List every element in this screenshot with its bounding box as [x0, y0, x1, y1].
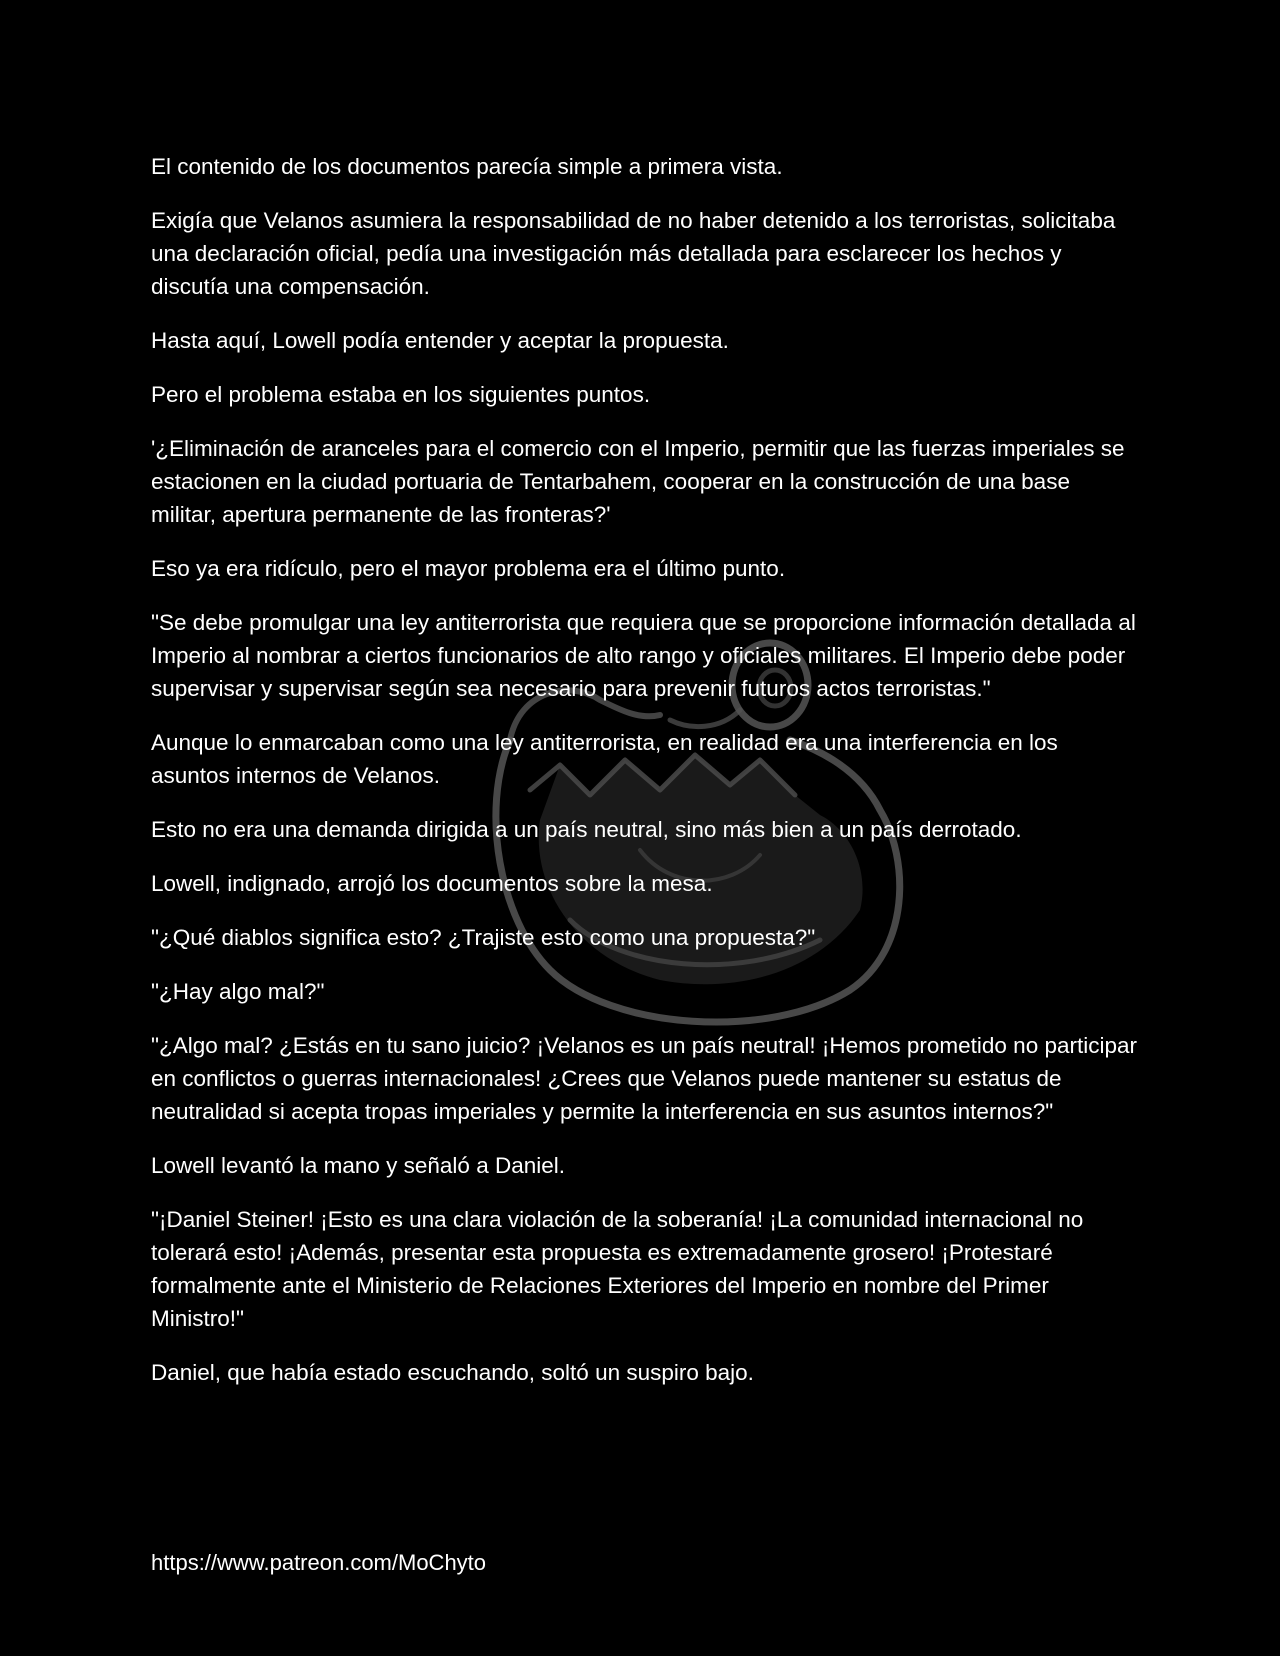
paragraph: '¿Eliminación de aranceles para el comercio con el Imperio, permitir que las fuerzas imperiales se estacionen en la ciudad portuaria de Tentarbahem, cooperar en la construcción de una base militar, apertura permanente de las fronteras?' — [151, 436, 1125, 527]
paragraph: Hasta aquí, Lowell podía entender y aceptar la propuesta. — [151, 328, 729, 353]
paragraph: Lowell, indignado, arrojó los documentos sobre la mesa. — [151, 871, 713, 896]
patreon-link[interactable]: https://www.patreon.com/MoChyto — [151, 1550, 487, 1575]
paragraph: "¡Daniel Steiner! ¡Esto es una clara violación de la soberanía! ¡La comunidad internacional no tolerará esto! ¡Además, presentar esta propuesta es extremadamente grosero! ¡Protestaré formalmente ante el Ministerio de Relaciones Exteriores del Imperio en nombre del Primer Ministro!" — [151, 1207, 1084, 1331]
paragraph: Pero el problema estaba en los siguientes puntos. — [151, 382, 651, 407]
paragraph: "Se debe promulgar una ley antiterrorista que requiera que se proporcione información detallada al Imperio al nombrar a ciertos funcionarios de alto rango y oficiales militares. El Imperio debe poder supervisar y supervisar según sea necesario para prevenir futuros actos terroristas." — [151, 610, 1136, 701]
paragraph: Esto no era una demanda dirigida a un país neutral, sino más bien a un país derrotado. — [151, 817, 1022, 842]
paragraph: El contenido de los documentos parecía simple a primera vista. — [151, 154, 783, 179]
paragraph: "¿Algo mal? ¿Estás en tu sano juicio? ¡Velanos es un país neutral! ¡Hemos prometido no participar en conflictos o guerras internacionales! ¿Crees que Velanos puede mantener su estatus de neutralidad si acepta tropas imperiales y permite la interferencia en sus asuntos internos?" — [151, 1033, 1137, 1124]
paragraph: Exigía que Velanos asumiera la responsabilidad de no haber detenido a los terroristas, solicitaba una declaración oficial, pedía una investigación más detallada para esclarecer los hechos y discutía una compensación. — [151, 208, 1116, 299]
document-body — [151, 150, 1141, 1410]
paragraph: Lowell levantó la mano y señaló a Daniel. — [151, 1153, 565, 1178]
paragraph: Aunque lo enmarcaban como una ley antiterrorista, en realidad era una interferencia en los asuntos internos de Velanos. — [151, 730, 1058, 788]
paragraph: Daniel, que había estado escuchando, soltó un suspiro bajo. — [151, 1360, 754, 1385]
paragraph: "¿Qué diablos significa esto? ¿Trajiste esto como una propuesta?" — [151, 925, 816, 950]
paragraph: "¿Hay algo mal?" — [151, 979, 325, 1004]
paragraph: Eso ya era ridículo, pero el mayor problema era el último punto. — [151, 556, 786, 581]
